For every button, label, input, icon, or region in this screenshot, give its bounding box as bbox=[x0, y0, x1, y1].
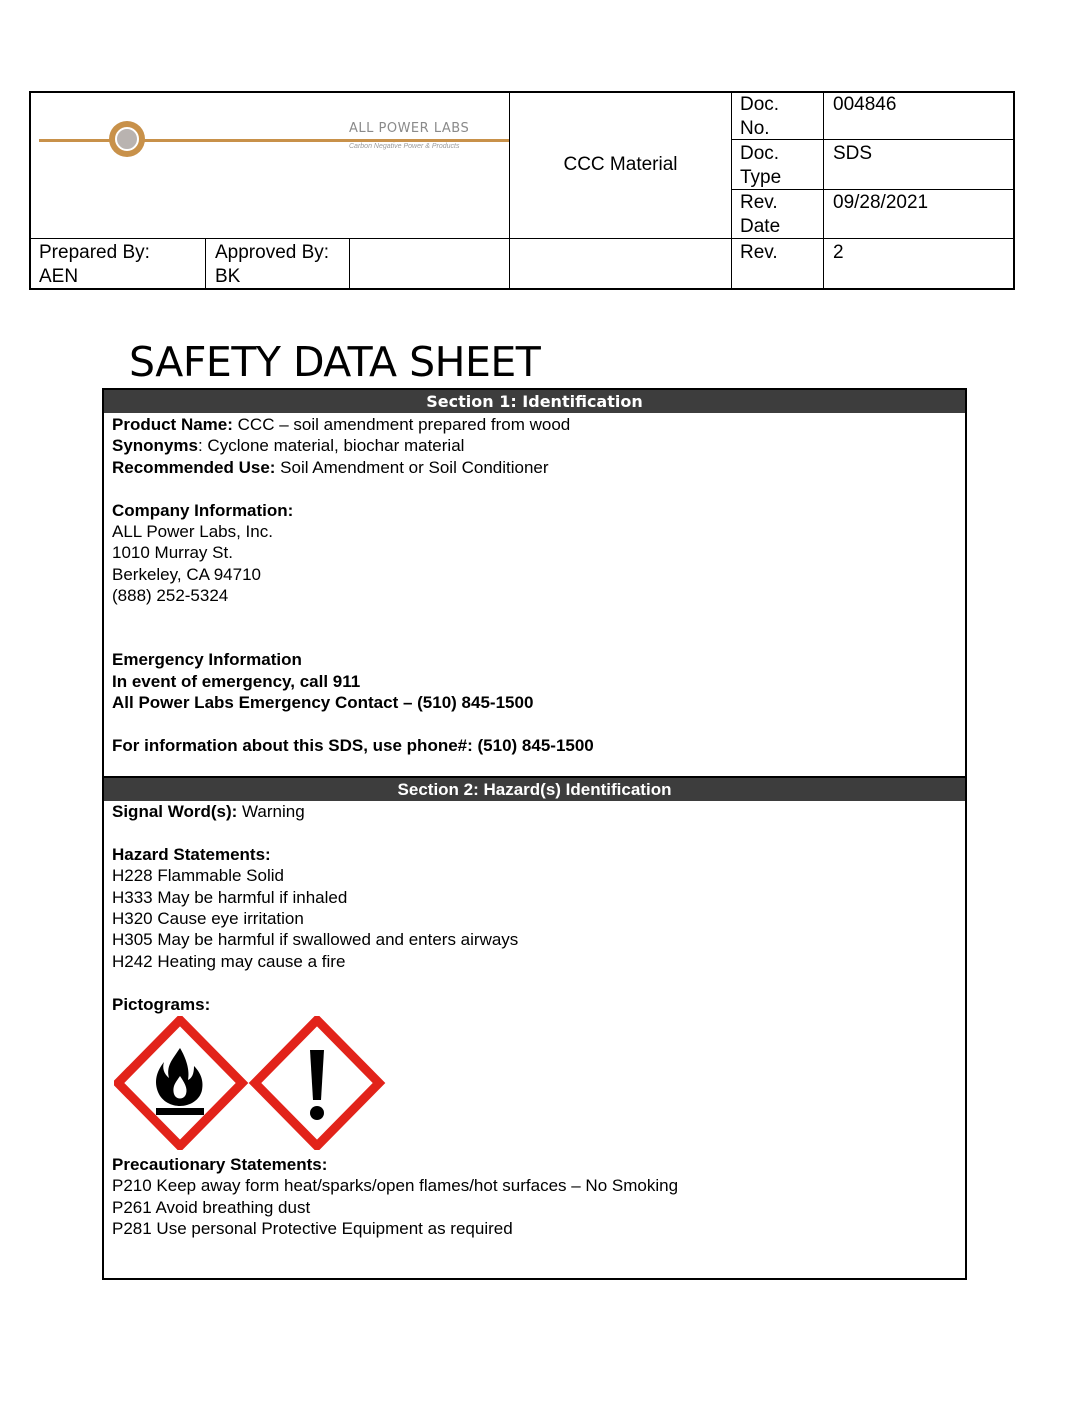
table-divider bbox=[509, 91, 510, 290]
table-divider bbox=[205, 238, 206, 290]
sds-info-line: For information about this SDS, use phone#: (510) 845-1500 bbox=[112, 736, 594, 756]
precautionary-statement: P210 Keep away form heat/sparks/open flames/hot surfaces – No Smoking bbox=[112, 1176, 679, 1196]
precautionary-body bbox=[112, 1154, 678, 1240]
approved-by-cell: Approved By: BK bbox=[215, 242, 330, 287]
hazard-statement: H242 Heating may cause a fire bbox=[112, 951, 346, 971]
exclamation-pictogram-icon bbox=[255, 1020, 379, 1146]
emergency-line: All Power Labs Emergency Contact – (510) 845-1500 bbox=[112, 693, 534, 713]
hazard-statement: H305 May be harmful if swallowed and enters airways bbox=[112, 930, 519, 950]
company-line: 1010 Murray St. bbox=[112, 543, 233, 563]
pictograms-label: Pictograms: bbox=[112, 994, 211, 1014]
table-divider bbox=[823, 91, 824, 290]
section-2-heading: Section 2: Hazard(s) Identification bbox=[104, 776, 965, 801]
product-name-line: Product Name: CCC – soil amendment prepared from wood bbox=[112, 415, 571, 434]
section-1-body bbox=[112, 414, 594, 756]
rev-date-value: 09/28/2021 bbox=[833, 192, 929, 213]
emergency-line: Emergency Information bbox=[112, 650, 302, 670]
table-divider bbox=[29, 238, 1015, 239]
rev-label: Rev. bbox=[740, 242, 778, 263]
logo-tagline: Carbon Negative Power & Products bbox=[349, 143, 460, 150]
precautionary-label: Precautionary Statements: bbox=[112, 1155, 328, 1174]
document-header-table bbox=[29, 91, 1015, 290]
prepared-by-cell: Prepared By: AEN bbox=[39, 242, 150, 287]
doc-no-label: Doc. No. bbox=[740, 94, 780, 139]
ghs-pictograms bbox=[114, 1016, 394, 1150]
page-title: SAFETY DATA SHEET bbox=[129, 338, 541, 386]
company-logo bbox=[39, 119, 509, 163]
signal-word-line: Signal Word(s): Warning bbox=[112, 802, 305, 821]
document-title-cell: CCC Material bbox=[563, 154, 678, 175]
company-line: (888) 252-5324 bbox=[112, 586, 229, 606]
precautionary-statement: P281 Use personal Protective Equipment as required bbox=[112, 1219, 513, 1239]
section-1-heading: Section 1: Identification bbox=[104, 390, 965, 413]
hazard-statement: H333 May be harmful if inhaled bbox=[112, 887, 348, 907]
emergency-line: In event of emergency, call 911 bbox=[112, 671, 361, 691]
hazard-statement: H320 Cause eye irritation bbox=[112, 909, 304, 929]
table-divider bbox=[349, 238, 350, 290]
sds-content-box bbox=[102, 388, 967, 1280]
company-line: Berkeley, CA 94710 bbox=[112, 564, 261, 584]
hazard-statements-label: Hazard Statements: bbox=[112, 844, 271, 864]
flame-pictogram-icon bbox=[118, 1020, 242, 1146]
table-border bbox=[1013, 91, 1015, 290]
recommended-use-line: Recommended Use: Soil Amendment or Soil Conditioner bbox=[112, 457, 549, 477]
doc-type-value: SDS bbox=[833, 143, 873, 164]
table-divider bbox=[731, 91, 732, 290]
logo-company-name: ALL POWER LABS bbox=[349, 121, 470, 136]
table-border bbox=[29, 288, 1015, 290]
logo-emblem-icon bbox=[109, 121, 145, 157]
company-info-label: Company Information: bbox=[112, 500, 294, 520]
table-border bbox=[29, 91, 31, 290]
rev-value: 2 bbox=[833, 242, 844, 263]
synonyms-line: Synonyms: Cyclone material, biochar material bbox=[112, 436, 465, 456]
hazard-statement: H228 Flammable Solid bbox=[112, 866, 284, 886]
precautionary-statement: P261 Avoid breathing dust bbox=[112, 1197, 311, 1217]
section-2-body bbox=[112, 801, 518, 1015]
doc-type-label: Doc. Type bbox=[740, 143, 782, 188]
doc-no-value: 004846 bbox=[833, 94, 897, 115]
rev-date-label: Rev. Date bbox=[740, 192, 781, 237]
company-line: ALL Power Labs, Inc. bbox=[112, 522, 273, 542]
